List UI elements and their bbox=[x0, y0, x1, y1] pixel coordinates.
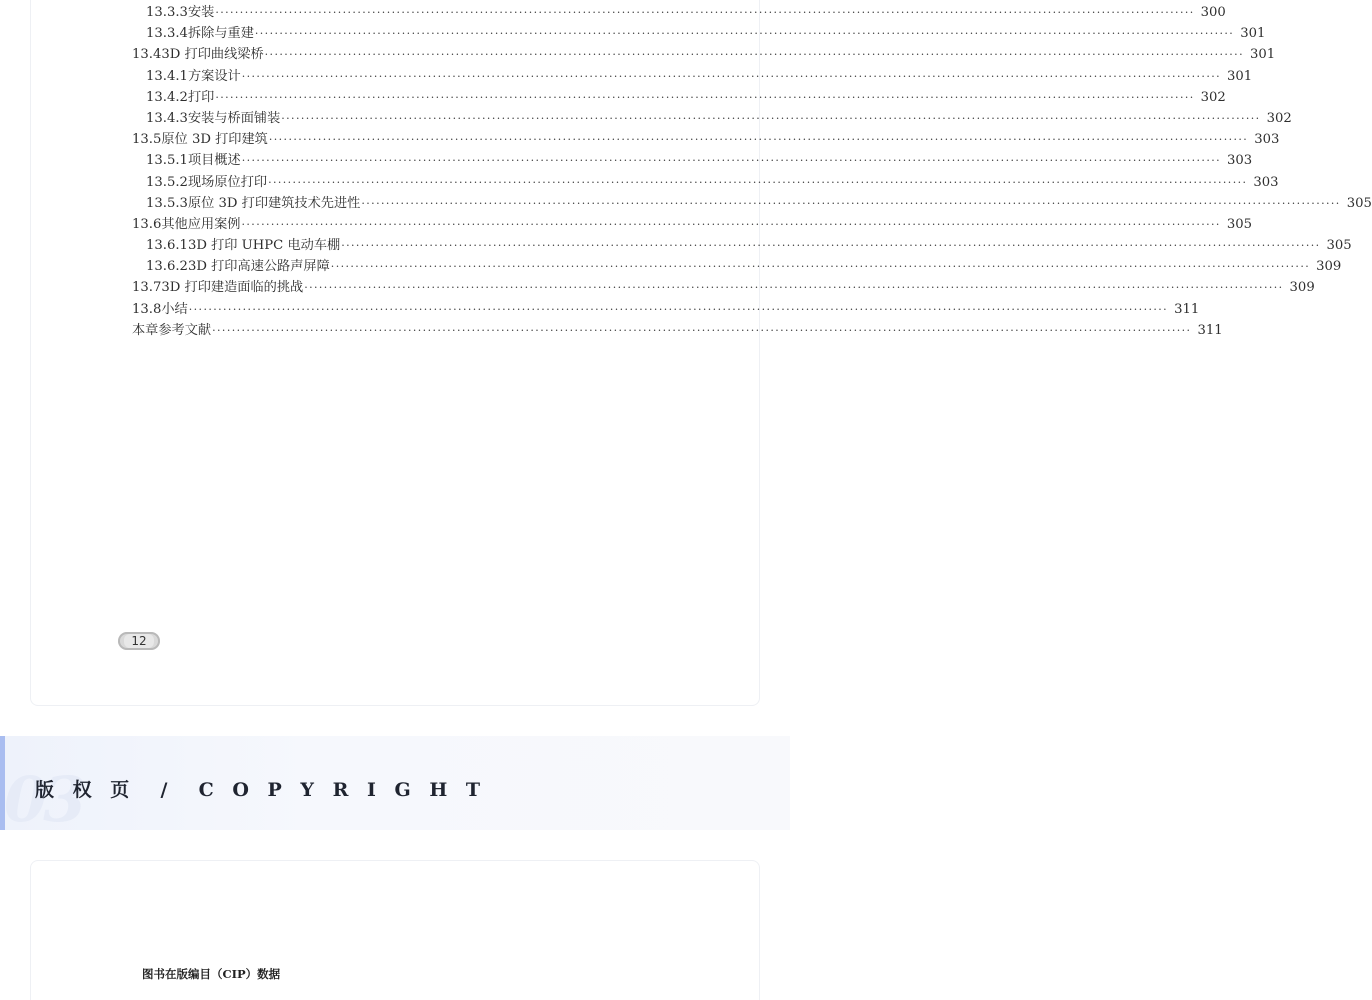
toc-leader-dots: ········································································································································································································ bbox=[215, 6, 1195, 19]
toc-entry-number: 13.6 bbox=[132, 216, 162, 232]
toc-entry-number: 13.3.3 bbox=[146, 5, 188, 20]
page-number-badge bbox=[118, 632, 160, 650]
toc-leader-dots: ········································································································································································································ bbox=[264, 48, 1244, 62]
toc-leader-dots: ········································································································································································································ bbox=[215, 90, 1195, 104]
toc-entry-number: 13.6.2 bbox=[146, 259, 188, 275]
toc-entry bbox=[132, 320, 1223, 341]
toc-leader-dots: ········································································································································································································ bbox=[304, 281, 1284, 295]
toc-entry-page: 305 bbox=[1326, 238, 1352, 254]
toc-entry-title: 其他应用案例 bbox=[161, 216, 241, 232]
toc-entry-page: 301 bbox=[1240, 26, 1266, 42]
copyright-page-card bbox=[30, 860, 760, 1000]
toc-entry-page: 302 bbox=[1266, 110, 1292, 126]
toc-entry-title: 方案设计 bbox=[187, 68, 241, 84]
toc-entry-title: 现场原位打印 bbox=[187, 174, 268, 190]
toc-entry bbox=[132, 193, 1372, 214]
toc-entry-page: 305 bbox=[1226, 216, 1252, 232]
toc-entry-title: 小结 bbox=[161, 301, 188, 317]
toc-leader-dots: ········································································································································································································ bbox=[268, 175, 1248, 189]
toc-leader-dots: ········································································································································································································ bbox=[341, 239, 1321, 253]
toc-entry bbox=[132, 23, 1266, 44]
toc-entry-title: 安装 bbox=[187, 5, 215, 20]
toc-leader-dots: ········································································································································································································ bbox=[241, 154, 1222, 168]
toc-entry-number: 13.5.2 bbox=[146, 174, 188, 190]
toc-entry-page: 309 bbox=[1289, 280, 1315, 296]
toc-entry bbox=[132, 214, 1252, 235]
toc-entry-number: 13.4.1 bbox=[146, 68, 188, 84]
toc-entry-page: 301 bbox=[1249, 47, 1276, 63]
toc-entry bbox=[132, 129, 1280, 150]
toc-entry-number: 13.4.2 bbox=[146, 89, 188, 105]
toc-entry-number: 13.6.1 bbox=[146, 238, 188, 254]
section-title: 版 权 页 / C O P Y R I G H T bbox=[35, 779, 487, 801]
toc-entry-page: 311 bbox=[1197, 322, 1223, 338]
toc-entry bbox=[132, 235, 1352, 256]
toc-leader-dots: ········································································································································································································ bbox=[212, 323, 1192, 337]
toc-entry-number: 13.5.3 bbox=[146, 195, 188, 211]
toc-entry bbox=[132, 2, 1226, 23]
toc-entry-number: 13.4 bbox=[132, 47, 162, 63]
table-of-contents bbox=[132, 2, 1372, 341]
toc-leader-dots: ········································································································································································································ bbox=[268, 133, 1249, 147]
cip-heading: 图书在版编目（CIP）数据 bbox=[142, 967, 281, 981]
toc-entry-title: 3D 打印曲线梁桥 bbox=[161, 47, 264, 63]
toc-entry bbox=[132, 108, 1292, 129]
toc-entry-number: 13.5 bbox=[132, 132, 162, 148]
section-number-watermark: 03 bbox=[4, 763, 83, 836]
toc-entry bbox=[132, 44, 1276, 65]
toc-entry-title: 本章参考文献 bbox=[132, 322, 212, 338]
toc-entry-page: 303 bbox=[1254, 132, 1280, 148]
toc-entry-page: 303 bbox=[1227, 153, 1253, 169]
toc-entry-number: 13.5.1 bbox=[146, 153, 188, 169]
toc-entry-number: 13.7 bbox=[132, 280, 162, 296]
toc-entry bbox=[132, 299, 1200, 320]
toc-entry-title: 原位 3D 打印建筑 bbox=[161, 132, 268, 148]
toc-leader-dots: ········································································································································································································ bbox=[241, 217, 1221, 231]
toc-entry bbox=[132, 87, 1226, 108]
toc-entry-page: 303 bbox=[1253, 174, 1279, 190]
toc-entry-number: 13.3.4 bbox=[146, 26, 188, 42]
toc-entry-title: 拆除与重建 bbox=[187, 26, 254, 42]
toc-entry-number: 13.4.3 bbox=[146, 110, 188, 126]
toc-leader-dots: ········································································································································································································ bbox=[241, 69, 1222, 83]
toc-entry-page: 300 bbox=[1200, 5, 1226, 20]
toc-entry-title: 原位 3D 打印建筑技术先进性 bbox=[187, 195, 361, 211]
toc-entry-page: 309 bbox=[1316, 259, 1342, 275]
toc-entry-number: 13.8 bbox=[132, 301, 162, 317]
toc-entry-title: 项目概述 bbox=[187, 153, 241, 169]
toc-leader-dots: ········································································································································································································ bbox=[188, 302, 1169, 316]
toc-leader-dots: ········································································································································································································ bbox=[361, 196, 1341, 210]
toc-leader-dots: ········································································································································································································ bbox=[330, 260, 1311, 274]
toc-entry-title: 打印 bbox=[187, 89, 215, 105]
toc-entry-title: 安装与桥面铺装 bbox=[187, 110, 281, 126]
toc-entry-title: 3D 打印 UHPC 电动车棚 bbox=[187, 238, 341, 254]
toc-entry bbox=[132, 256, 1342, 277]
page-number: 12 bbox=[131, 634, 147, 648]
toc-entry bbox=[132, 172, 1279, 193]
toc-entry-page: 302 bbox=[1200, 89, 1226, 105]
toc-entry-page: 301 bbox=[1227, 68, 1253, 84]
toc-entry-title: 3D 打印高速公路声屏障 bbox=[187, 259, 330, 275]
toc-entry bbox=[132, 66, 1253, 87]
toc-leader-dots: ········································································································································································································ bbox=[281, 111, 1261, 125]
toc-entry bbox=[132, 150, 1253, 171]
toc-entry-title: 3D 打印建造面临的挑战 bbox=[161, 280, 304, 296]
toc-entry-page: 311 bbox=[1174, 301, 1200, 317]
section-banner bbox=[0, 736, 790, 836]
toc-entry bbox=[132, 277, 1315, 298]
toc-leader-dots: ········································································································································································································ bbox=[254, 27, 1235, 41]
toc-entry-page: 305 bbox=[1346, 195, 1372, 211]
